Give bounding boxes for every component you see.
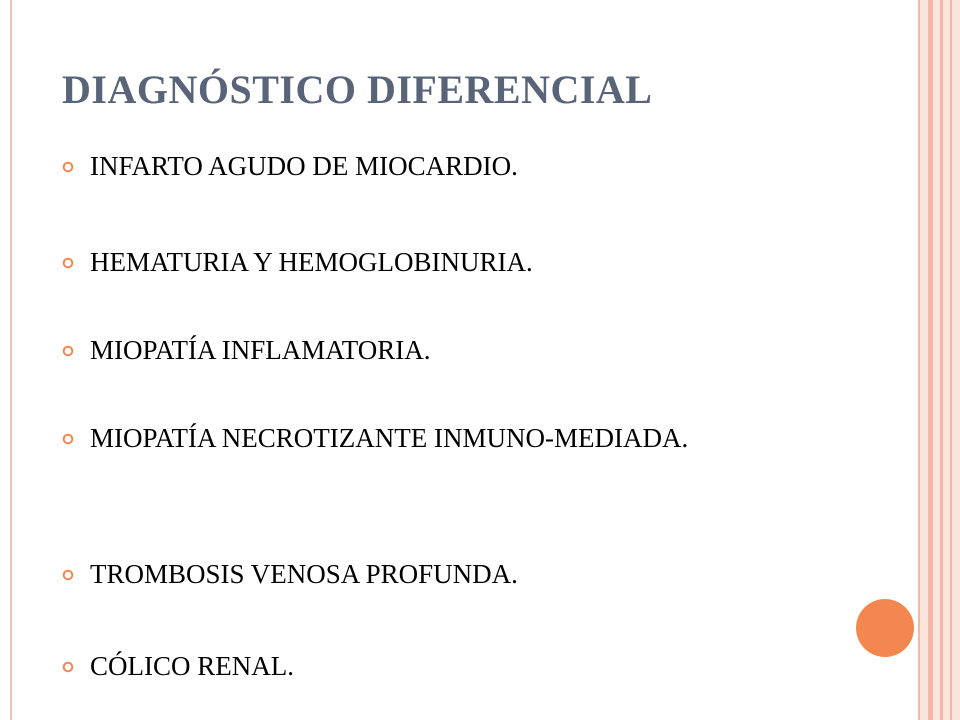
right-decorative-panel (918, 0, 960, 720)
bullet-text: CÓLICO RENAL. (90, 651, 294, 681)
circle-bullet-icon (62, 161, 74, 173)
bullet-text: INFARTO AGUDO DE MIOCARDIO. (90, 151, 518, 181)
circle-bullet-icon (62, 345, 74, 357)
circle-bullet-icon (62, 569, 74, 581)
decorative-stripe (918, 0, 920, 720)
circle-bullet-icon (62, 257, 74, 269)
decorative-stripe (940, 0, 943, 720)
slide-title: DIAGNÓSTICO DIFERENCIAL (62, 67, 653, 112)
decorative-stripe (950, 0, 952, 720)
bullet-text: HEMATURIA Y HEMOGLOBINURIA. (90, 247, 533, 277)
left-border-line (10, 0, 12, 720)
bullet-text: MIOPATÍA NECROTIZANTE INMUNO-MEDIADA. (90, 423, 689, 453)
circle-bullet-icon (62, 433, 74, 445)
bullet-text: TROMBOSIS VENOSA PROFUNDA. (90, 559, 518, 589)
accent-circle (856, 599, 914, 657)
circle-bullet-icon (62, 661, 74, 673)
bullet-text: MIOPATÍA INFLAMATORIA. (90, 335, 431, 365)
decorative-stripe (928, 0, 933, 720)
